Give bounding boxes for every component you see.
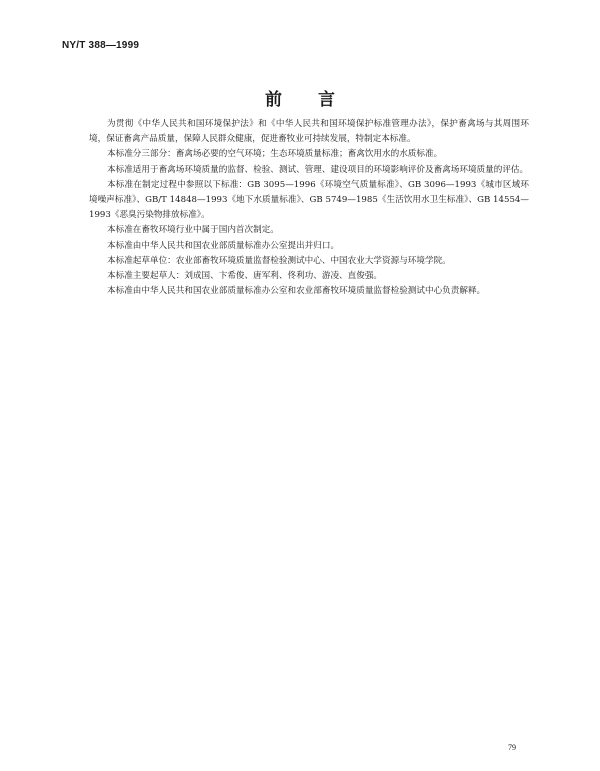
paragraph-drafting-units: 本标准起草单位：农业部畜牧环境质量监督检验测试中心、中国农业大学资源与环境学院。 — [107, 255, 451, 266]
paragraph-proposer: 本标准由中华人民共和国农业部质量标准办公室提出并归口。 — [107, 240, 340, 251]
paragraph-references: 本标准在制定过程中参照以下标准：GB 3095—1996《环境空气质量标准》、GB 3096—1993《城市区域环境噪声标准》、GB/T 14848—1993《地下水质量标准》、GB 5749—1985《生活饮用水卫生标准》、GB 14554—1993《恶臭污染物排放标准》。 — [89, 179, 529, 221]
paragraph-purpose: 为贯彻《中华人民共和国环境保护法》和《中华人民共和国环境保护标准管理办法》，保护畜禽场与其周围环境，保证畜禽产品质量，保障人民群众健康，促进畜牧业可持续发展，特制定本标准。 — [89, 119, 529, 145]
document-code: NY/T 388—1999 — [62, 40, 140, 51]
paragraph-parts: 本标准分三部分：畜禽场必要的空气环境；生态环境质量标准；畜禽饮用水的水质标准。 — [107, 149, 443, 160]
paragraph-first-issue: 本标准在畜牧环境行业中属于国内首次制定。 — [107, 225, 279, 236]
paragraph-drafters: 本标准主要起草人：刘成国、卞希俊、唐军利、佟利功、游凌、直俊强。 — [107, 271, 383, 282]
paragraph-scope: 本标准适用于畜禽场环境质量的监督、检验、测试、管理、建设项目的环境影响评价及畜禽场环境质量的评估。 — [107, 164, 529, 175]
page-title: 前言 — [265, 90, 371, 110]
foreword-body — [89, 117, 529, 299]
page-number: 79 — [508, 743, 516, 752]
paragraph-interpretation: 本标准由中华人民共和国农业部质量标准办公室和农业部畜牧环境质量监督检验测试中心负责解释。 — [107, 286, 486, 297]
